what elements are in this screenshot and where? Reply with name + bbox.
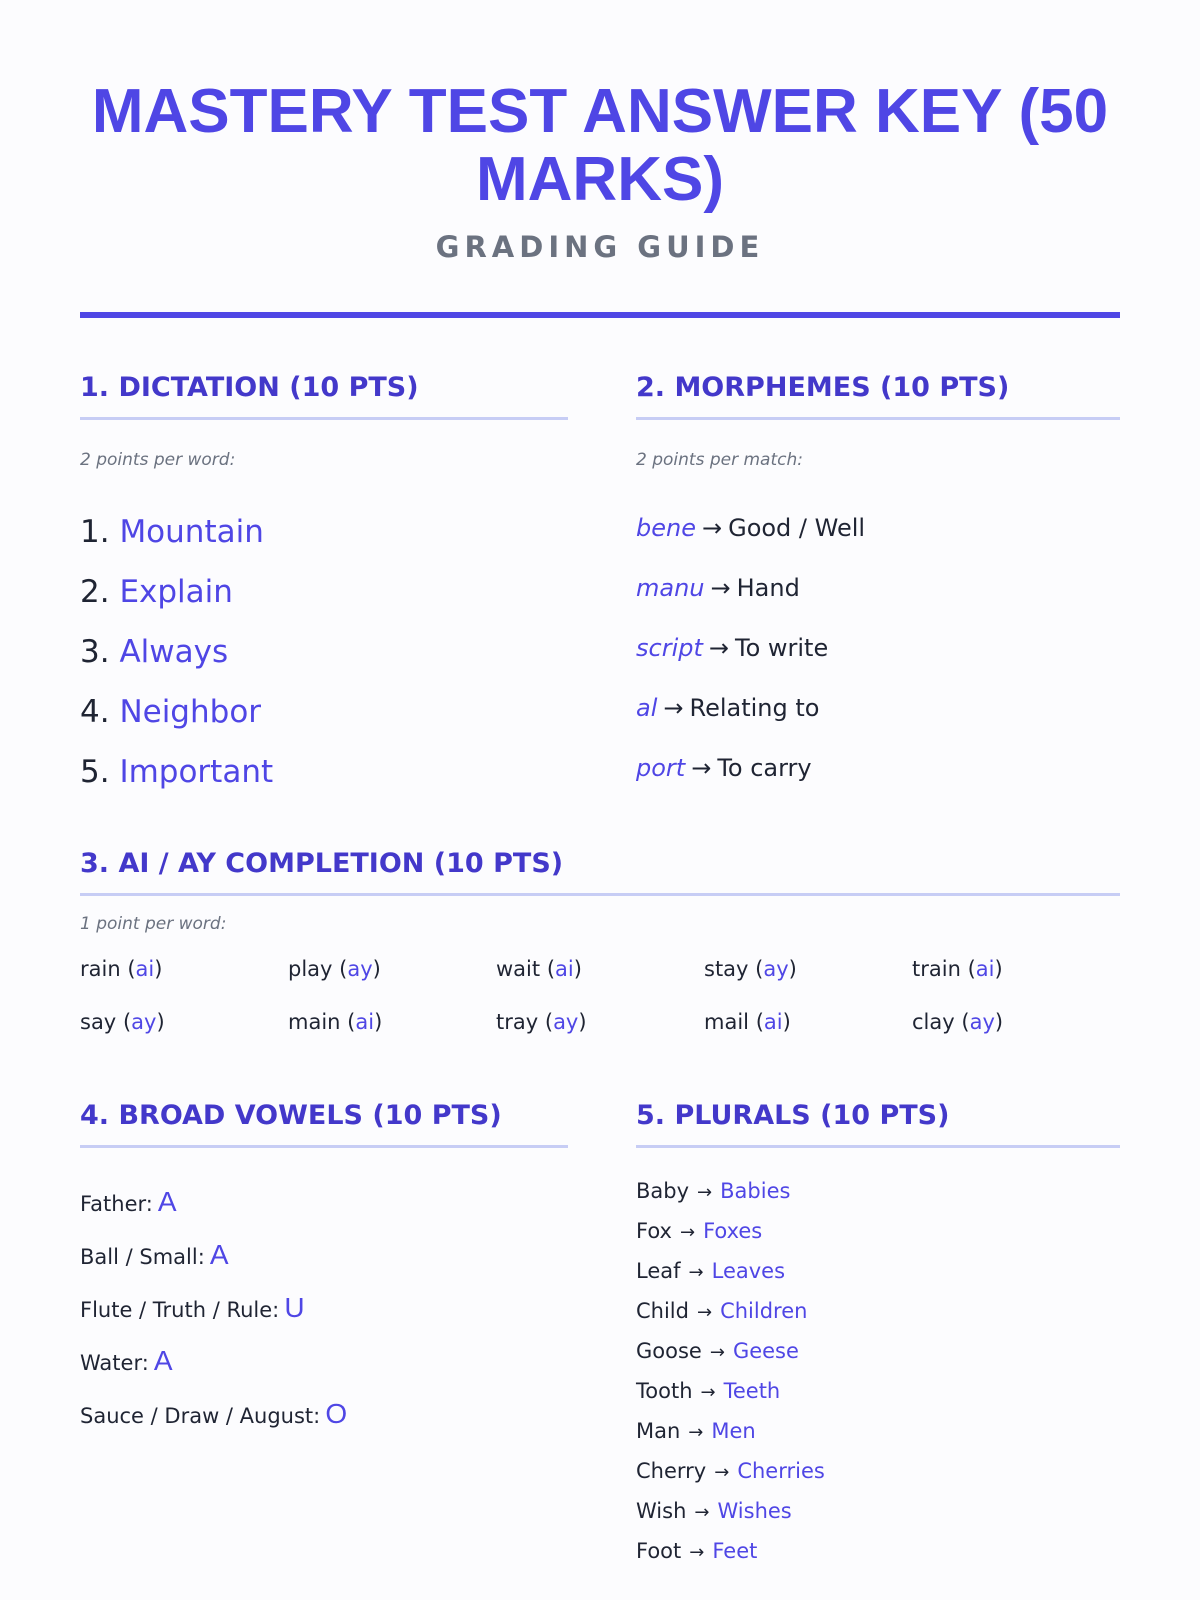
plural-answer: Wishes [717, 1499, 792, 1523]
broad-vowel-answer: O [325, 1398, 348, 1429]
aiay-word: rain [80, 957, 121, 981]
aiay-vowel: ai [135, 957, 155, 981]
page-subtitle: GRADING GUIDE [435, 230, 765, 264]
plural-singular: Tooth [636, 1379, 693, 1403]
aiay-word: tray [496, 1010, 539, 1034]
plural-item [636, 1416, 825, 1456]
morpheme-meaning: Good / Well [728, 514, 866, 542]
aiay-vowel: ai [555, 957, 574, 981]
plural-item [636, 1456, 825, 1496]
arrow-icon: → [688, 1262, 704, 1283]
plurals-heading: 5. PLURALS (10 PTS) [636, 1100, 1120, 1148]
dictation-item [80, 512, 273, 572]
aiay-vowel: ay [969, 1010, 995, 1034]
aiay-cell: main (ai) [288, 1010, 383, 1034]
morphemes-section [636, 372, 1120, 792]
plural-answer: Leaves [711, 1259, 786, 1283]
morpheme-root: al [636, 694, 658, 722]
morpheme-item [636, 572, 865, 632]
dictation-number: 3. [80, 634, 110, 670]
broad-vowel-answer: A [157, 1186, 177, 1217]
morphemes-note: 2 points per match: [636, 450, 803, 470]
morpheme-meaning: To write [735, 634, 829, 662]
arrow-icon: → [694, 1502, 710, 1523]
plural-item [636, 1216, 825, 1256]
plural-singular: Baby [636, 1179, 690, 1203]
arrow-icon: → [663, 694, 684, 722]
aiay-word: mail [704, 1010, 749, 1034]
dictation-word: Explain [119, 574, 233, 610]
broad-vowels-list [80, 1186, 347, 1451]
morpheme-root: script [636, 634, 703, 662]
aiay-word: train [912, 957, 961, 981]
plural-singular: Foot [636, 1539, 682, 1563]
dictation-word: Neighbor [119, 694, 262, 730]
aiay-vowel: ay [553, 1010, 579, 1034]
aiay-word: stay [704, 957, 749, 981]
dictation-item [80, 752, 273, 812]
plural-item [636, 1536, 825, 1576]
arrow-icon: → [700, 1382, 716, 1403]
morpheme-item [636, 632, 865, 692]
broad-vowel-label: Water: [80, 1351, 149, 1375]
dictation-section [80, 372, 568, 792]
aiay-cell: train (ai) [912, 957, 1003, 981]
dictation-word: Always [119, 634, 229, 670]
plural-singular: Goose [636, 1339, 702, 1363]
morpheme-item [636, 692, 865, 752]
plural-singular: Fox [636, 1219, 672, 1243]
arrow-icon: → [689, 1542, 705, 1563]
morphemes-list [636, 512, 865, 812]
morpheme-meaning: Relating to [689, 694, 820, 722]
aiay-cell: clay (ay) [912, 1010, 1004, 1034]
dictation-item [80, 692, 273, 752]
broad-vowel-label: Ball / Small: [80, 1245, 205, 1269]
aiay-cell: say (ay) [80, 1010, 165, 1034]
aiay-vowel: ai [355, 1010, 375, 1034]
arrow-icon: → [701, 514, 723, 542]
arrow-icon: → [679, 1222, 696, 1243]
plurals-list [636, 1176, 825, 1576]
broad-vowel-item [80, 1292, 347, 1345]
broad-vowel-answer: A [153, 1345, 173, 1376]
plural-item [636, 1176, 825, 1216]
dictation-word: Important [119, 754, 274, 790]
dictation-list [80, 512, 273, 812]
dictation-note: 2 points per word: [80, 450, 236, 470]
morpheme-item [636, 752, 865, 812]
aiay-cell: tray (ay) [496, 1010, 587, 1034]
broad-vowel-answer: U [284, 1292, 305, 1323]
plural-singular: Cherry [636, 1459, 707, 1483]
dictation-number: 5. [80, 754, 110, 790]
broad-vowel-item [80, 1345, 347, 1398]
plural-answer: Babies [720, 1179, 791, 1203]
plural-item [636, 1336, 825, 1376]
aiay-word: wait [496, 957, 541, 981]
dictation-number: 4. [80, 694, 110, 730]
dictation-item [80, 572, 273, 632]
aiay-row [80, 1007, 1120, 1060]
arrow-icon: → [708, 634, 729, 662]
broad-vowel-item [80, 1186, 347, 1239]
broad-vowel-item [80, 1239, 347, 1292]
broad-vowel-label: Father: [80, 1192, 153, 1216]
aiay-heading: 3. AI / AY COMPLETION (10 PTS) [80, 848, 1120, 896]
morpheme-item [636, 512, 865, 572]
dictation-word: Mountain [119, 514, 264, 550]
plural-item [636, 1496, 825, 1536]
plural-answer: Men [711, 1419, 756, 1443]
plural-answer: Geese [732, 1339, 799, 1363]
broad-vowel-label: Sauce / Draw / August: [80, 1404, 321, 1428]
aiay-note: 1 point per word: [80, 914, 227, 934]
morpheme-root: manu [636, 574, 705, 602]
dictation-item [80, 632, 273, 692]
dictation-number: 2. [80, 574, 110, 610]
aiay-vowel: ai [763, 1010, 783, 1034]
aiay-row [80, 954, 1120, 1007]
plural-item [636, 1256, 825, 1296]
page-title: MASTERY TEST ANSWER KEY (50 MARKS) [91, 77, 1109, 214]
broad-vowels-section [80, 1100, 568, 1440]
plural-singular: Man [636, 1419, 681, 1443]
aiay-word: play [288, 957, 333, 981]
morpheme-meaning: Hand [736, 574, 800, 602]
aiay-word: clay [912, 1010, 955, 1034]
arrow-icon: → [709, 1342, 725, 1363]
aiay-grid [80, 954, 1120, 1060]
aiay-cell: mail (ai) [704, 1010, 791, 1034]
plural-answer: Cherries [737, 1459, 825, 1483]
arrow-icon: → [714, 1462, 730, 1483]
aiay-cell: play (ay) [288, 957, 381, 981]
morphemes-heading: 2. MORPHEMES (10 PTS) [636, 372, 1120, 420]
aiay-word: say [80, 1010, 117, 1034]
dictation-heading: 1. DICTATION (10 PTS) [80, 372, 568, 420]
arrow-icon: → [697, 1182, 713, 1203]
plural-answer: Children [720, 1299, 808, 1323]
plural-item [636, 1296, 825, 1336]
arrow-icon: → [696, 1302, 713, 1323]
broad-vowel-answer: A [209, 1239, 229, 1270]
aiay-vowel: ai [975, 957, 995, 981]
broad-vowels-heading: 4. BROAD VOWELS (10 PTS) [80, 1100, 568, 1148]
plural-answer: Foxes [703, 1219, 763, 1243]
plural-answer: Teeth [723, 1379, 781, 1403]
plural-answer: Feet [712, 1539, 758, 1563]
aiay-vowel: ay [763, 957, 789, 981]
arrow-icon: → [691, 754, 712, 782]
morpheme-meaning: To carry [717, 754, 812, 782]
broad-vowel-item [80, 1398, 347, 1451]
aiay-cell: stay (ay) [704, 957, 797, 981]
aiay-vowel: ay [131, 1010, 157, 1034]
morpheme-root: bene [636, 514, 696, 542]
plurals-section [636, 1100, 1120, 1590]
aiay-section [80, 848, 1120, 1048]
plural-singular: Wish [636, 1499, 687, 1523]
plural-singular: Child [636, 1299, 689, 1323]
plural-item [636, 1376, 825, 1416]
arrow-icon: → [688, 1422, 704, 1443]
title-divider [80, 312, 1120, 318]
aiay-vowel: ay [347, 957, 373, 981]
plural-singular: Leaf [636, 1259, 681, 1283]
broad-vowel-label: Flute / Truth / Rule: [80, 1298, 280, 1322]
arrow-icon: → [710, 574, 731, 602]
aiay-word: main [288, 1010, 341, 1034]
dictation-number: 1. [80, 514, 110, 550]
aiay-cell: rain (ai) [80, 957, 163, 981]
morpheme-root: port [636, 754, 686, 782]
aiay-cell: wait (ai) [496, 957, 582, 981]
